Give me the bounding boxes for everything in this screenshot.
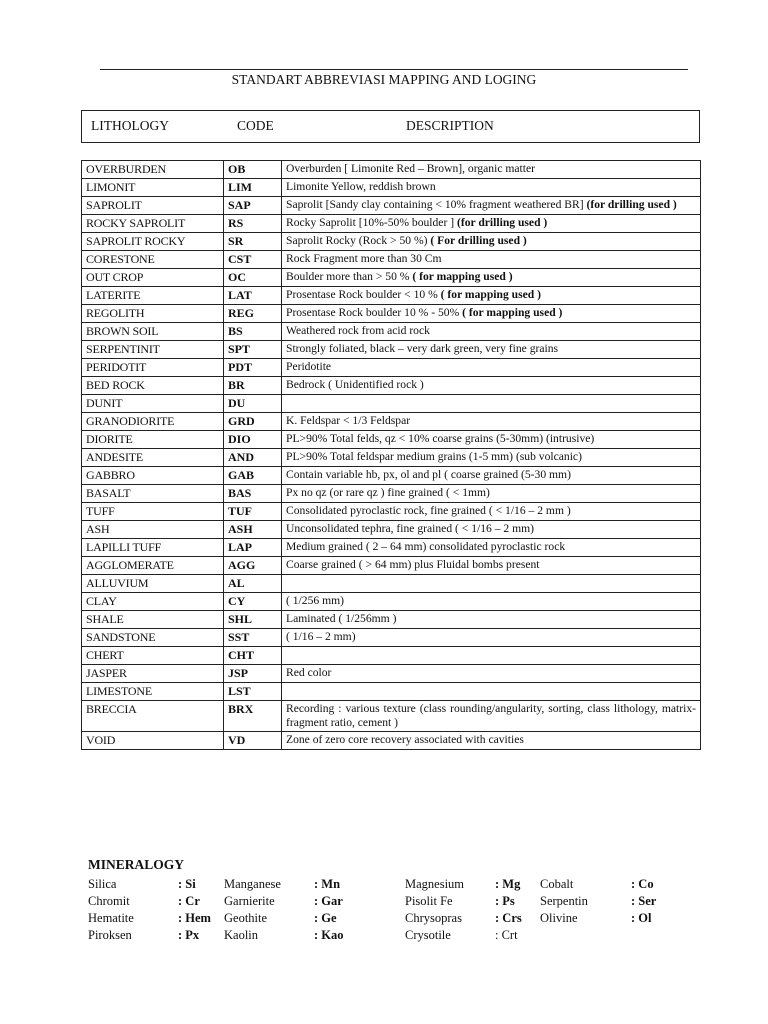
mineral-symbol — [495, 894, 515, 909]
mineral-name: Piroksen — [88, 928, 132, 942]
mineral-symbol — [314, 877, 340, 892]
table-row — [82, 359, 701, 377]
mineral-symbol-text: : Crt — [495, 928, 518, 942]
mineral-symbol-text: : Hem — [178, 911, 211, 925]
mineral-name: Pisolit Fe — [405, 894, 453, 908]
description-text: PL>90% Total feldspar medium grains (1-5 mm) (sub volcanic) — [286, 450, 582, 463]
lithology-code: BAS — [224, 485, 282, 503]
mineral-name: Chromit — [88, 894, 130, 908]
header-description: DESCRIPTION — [406, 118, 494, 133]
lithology-code: ASH — [224, 521, 282, 539]
description-text: Saprolit Rocky (Rock > 50 %) — [286, 234, 428, 247]
lithology-name: ASH — [82, 521, 224, 539]
lithology-name: PERIDOTIT — [82, 359, 224, 377]
lithology-code: DIO — [224, 431, 282, 449]
lithology-name: ROCKY SAPROLIT — [82, 215, 224, 233]
lithology-description — [282, 611, 701, 629]
table-row — [82, 161, 701, 179]
lithology-code: JSP — [224, 665, 282, 683]
lithology-name: ANDESITE — [82, 449, 224, 467]
lithology-code: CHT — [224, 647, 282, 665]
usage-note: ( For drilling used ) — [430, 234, 527, 247]
mineral-name: Hematite — [88, 911, 134, 925]
lithology-code: GRD — [224, 413, 282, 431]
description-text: Overburden [ Limonite Red – Brown], organic matter — [286, 162, 535, 175]
lithology-description — [282, 377, 701, 395]
lithology-description — [282, 395, 701, 413]
lithology-description — [282, 683, 701, 701]
lithology-code: PDT — [224, 359, 282, 377]
lithology-name: OUT CROP — [82, 269, 224, 287]
mineral-symbol — [631, 877, 654, 892]
description-text: Recording : various texture (class rounding/angularity, sorting, class lithology, matrix-fragment ratio, cement ) — [286, 702, 696, 729]
lithology-code: DU — [224, 395, 282, 413]
table-row — [82, 269, 701, 287]
lithology-code: TUF — [224, 503, 282, 521]
lithology-name: SAPROLIT — [82, 197, 224, 215]
table-row — [82, 251, 701, 269]
lithology-name: AGGLOMERATE — [82, 557, 224, 575]
lithology-description — [282, 575, 701, 593]
usage-note: ( for mapping used ) — [412, 270, 513, 283]
description-text: Weathered rock from acid rock — [286, 324, 430, 337]
table-row — [82, 197, 701, 215]
mineral-symbol — [314, 928, 344, 943]
header-lithology: LITHOLOGY — [91, 118, 169, 133]
table-row — [82, 701, 701, 732]
mineral-symbol — [178, 928, 199, 943]
lithology-name: SERPENTINIT — [82, 341, 224, 359]
lithology-name: LATERITE — [82, 287, 224, 305]
description-text: Boulder more than > 50 % — [286, 270, 410, 283]
lithology-description — [282, 305, 701, 323]
lithology-code: SHL — [224, 611, 282, 629]
lithology-code: BR — [224, 377, 282, 395]
mineral-name: Chrysopras — [405, 911, 462, 925]
lithology-name: OVERBURDEN — [82, 161, 224, 179]
lithology-description — [282, 323, 701, 341]
mineral-name: Garnierite — [224, 894, 275, 908]
lithology-description — [282, 701, 701, 732]
description-text: Peridotite — [286, 360, 332, 373]
mineral-symbol-text: : Kao — [314, 928, 344, 942]
table-row — [82, 341, 701, 359]
table-row — [82, 305, 701, 323]
mineral-symbol — [495, 911, 522, 926]
mineral-symbol-text: : Mn — [314, 877, 341, 891]
lithology-name: LIMESTONE — [82, 683, 224, 701]
lithology-description — [282, 449, 701, 467]
usage-note: ( for mapping used ) — [462, 306, 563, 319]
table-row — [82, 683, 701, 701]
table-row — [82, 413, 701, 431]
lithology-name: CHERT — [82, 647, 224, 665]
lithology-table — [81, 160, 701, 750]
lithology-name: CLAY — [82, 593, 224, 611]
lithology-code: OC — [224, 269, 282, 287]
lithology-description — [282, 629, 701, 647]
lithology-description — [282, 287, 701, 305]
description-text: Consolidated pyroclastic rock, fine grained ( < 1/16 – 2 mm ) — [286, 504, 571, 517]
mineral-name: Manganese — [224, 877, 281, 891]
mineral-symbol-text: : Ps — [495, 894, 515, 908]
table-row — [82, 449, 701, 467]
description-text: Rock Fragment more than 30 Cm — [286, 252, 442, 265]
top-rule — [100, 69, 688, 70]
lithology-code: GAB — [224, 467, 282, 485]
table-row — [82, 467, 701, 485]
lithology-description — [282, 413, 701, 431]
mineral-name: Magnesium — [405, 877, 465, 891]
lithology-code: CST — [224, 251, 282, 269]
header-code: CODE — [237, 118, 274, 133]
lithology-description — [282, 732, 701, 750]
lithology-description — [282, 467, 701, 485]
mineral-symbol-text: : Ge — [314, 911, 337, 925]
page-title: STANDART ABBREVIASI MAPPING AND LOGING — [231, 72, 537, 87]
table-row — [82, 233, 701, 251]
description-text: PL>90% Total felds, qz < 10% coarse grains (5-30mm) (intrusive) — [286, 432, 595, 445]
lithology-name: SANDSTONE — [82, 629, 224, 647]
table-row — [82, 395, 701, 413]
lithology-code: LAT — [224, 287, 282, 305]
mineral-symbol-text: : Ser — [631, 894, 657, 908]
lithology-name: BASALT — [82, 485, 224, 503]
lithology-code: LAP — [224, 539, 282, 557]
mineral-symbol — [631, 911, 651, 926]
lithology-code: VD — [224, 732, 282, 750]
mineral-symbol — [495, 928, 518, 943]
description-text: Medium grained ( 2 – 64 mm) consolidated pyroclastic rock — [286, 540, 566, 553]
usage-note: (for drilling used ) — [456, 216, 548, 229]
lithology-description — [282, 665, 701, 683]
lithology-name: DUNIT — [82, 395, 224, 413]
table-header-box — [81, 110, 700, 143]
lithology-description — [282, 431, 701, 449]
lithology-description — [282, 251, 701, 269]
lithology-code: AGG — [224, 557, 282, 575]
table-row — [82, 665, 701, 683]
lithology-code: REG — [224, 305, 282, 323]
lithology-description — [282, 539, 701, 557]
lithology-name: REGOLITH — [82, 305, 224, 323]
description-text: Limonite Yellow, reddish brown — [286, 180, 436, 193]
lithology-code: SAP — [224, 197, 282, 215]
table-row — [82, 377, 701, 395]
lithology-description — [282, 161, 701, 179]
table-row — [82, 323, 701, 341]
lithology-name: BRECCIA — [82, 701, 224, 732]
usage-note: ( for mapping used ) — [440, 288, 541, 301]
description-text: Prosentase Rock boulder 10 % - 50% — [286, 306, 460, 319]
lithology-name: TUFF — [82, 503, 224, 521]
table-row — [82, 732, 701, 750]
lithology-name: CORESTONE — [82, 251, 224, 269]
lithology-code: LIM — [224, 179, 282, 197]
mineral-name: Kaolin — [224, 928, 259, 942]
mineral-symbol — [178, 894, 200, 909]
mineral-symbol-text: : Co — [631, 877, 654, 891]
table-row — [82, 647, 701, 665]
description-text: Bedrock ( Unidentified rock ) — [286, 378, 424, 391]
table-row — [82, 611, 701, 629]
mineral-symbol-text: : Crs — [495, 911, 522, 925]
lithology-name: LAPILLI TUFF — [82, 539, 224, 557]
mineralogy-title: MINERALOGY — [88, 857, 185, 872]
table-row — [82, 539, 701, 557]
lithology-description — [282, 341, 701, 359]
description-text: Saprolit [Sandy clay containing < 10% fragment weathered BR] — [286, 198, 584, 211]
mineral-name: Cobalt — [540, 877, 574, 891]
mineral-name: Silica — [88, 877, 117, 891]
table-row — [82, 485, 701, 503]
table-row — [82, 215, 701, 233]
lithology-name: BROWN SOIL — [82, 323, 224, 341]
mineral-name: Olivine — [540, 911, 578, 925]
lithology-code: SPT — [224, 341, 282, 359]
mineral-symbol-text: : Gar — [314, 894, 343, 908]
description-text: Coarse grained ( > 64 mm) plus Fluidal bombs present — [286, 558, 540, 571]
lithology-description — [282, 233, 701, 251]
lithology-code: AND — [224, 449, 282, 467]
table-row — [82, 287, 701, 305]
lithology-name: DIORITE — [82, 431, 224, 449]
lithology-description — [282, 593, 701, 611]
mineral-symbol — [631, 894, 656, 909]
mineral-symbol-text: : Mg — [495, 877, 521, 891]
description-text: Contain variable hb, px, ol and pl ( coarse grained (5-30 mm) — [286, 468, 571, 481]
table-row — [82, 593, 701, 611]
mineral-symbol — [178, 911, 211, 926]
lithology-description — [282, 503, 701, 521]
lithology-name: GRANODIORITE — [82, 413, 224, 431]
lithology-name: ALLUVIUM — [82, 575, 224, 593]
lithology-description — [282, 485, 701, 503]
lithology-description — [282, 647, 701, 665]
lithology-code: BS — [224, 323, 282, 341]
mineral-symbol-text: : Ol — [631, 911, 652, 925]
description-text: Px no qz (or rare qz ) fine grained ( < 1mm) — [286, 486, 490, 499]
lithology-name: SHALE — [82, 611, 224, 629]
table-row — [82, 431, 701, 449]
lithology-description — [282, 215, 701, 233]
lithology-code: CY — [224, 593, 282, 611]
table-row — [82, 521, 701, 539]
mineral-symbol — [495, 877, 520, 892]
description-text: Rocky Saprolit [10%-50% boulder ] — [286, 216, 455, 229]
description-text: Strongly foliated, black – very dark green, very fine grains — [286, 342, 559, 355]
usage-note: (for drilling used ) — [586, 198, 677, 211]
lithology-description — [282, 557, 701, 575]
mineral-symbol-text: : Si — [178, 877, 196, 891]
lithology-name: SAPROLIT ROCKY — [82, 233, 224, 251]
lithology-description — [282, 179, 701, 197]
lithology-name: JASPER — [82, 665, 224, 683]
table-row — [82, 575, 701, 593]
mineral-symbol — [178, 877, 196, 892]
lithology-description — [282, 521, 701, 539]
lithology-name: VOID — [82, 732, 224, 750]
table-row — [82, 629, 701, 647]
lithology-description — [282, 269, 701, 287]
lithology-code: SST — [224, 629, 282, 647]
lithology-code: BRX — [224, 701, 282, 732]
lithology-description — [282, 197, 701, 215]
mineral-name: Serpentin — [540, 894, 588, 908]
lithology-description — [282, 359, 701, 377]
mineral-symbol-text: : Cr — [178, 894, 200, 908]
lithology-name: GABBRO — [82, 467, 224, 485]
description-text: Unconsolidated tephra, fine grained ( < 1/16 – 2 mm) — [286, 522, 535, 535]
lithology-code: AL — [224, 575, 282, 593]
mineral-symbol — [314, 911, 337, 926]
description-text: Zone of zero core recovery associated with cavities — [286, 733, 524, 746]
description-text: ( 1/256 mm) — [286, 594, 344, 607]
table-row — [82, 179, 701, 197]
table-row — [82, 557, 701, 575]
lithology-code: OB — [224, 161, 282, 179]
lithology-name: LIMONIT — [82, 179, 224, 197]
description-text: Red color — [286, 666, 332, 679]
description-text: K. Feldspar < 1/3 Feldspar — [286, 414, 411, 427]
description-text: Laminated ( 1/256mm ) — [286, 612, 397, 625]
lithology-name: BED ROCK — [82, 377, 224, 395]
mineral-name: Geothite — [224, 911, 268, 925]
description-text: Prosentase Rock boulder < 10 % — [286, 288, 438, 301]
lithology-code: SR — [224, 233, 282, 251]
lithology-code: LST — [224, 683, 282, 701]
description-text: ( 1/16 – 2 mm) — [286, 630, 356, 643]
lithology-code: RS — [224, 215, 282, 233]
mineral-name: Crysotile — [405, 928, 451, 942]
table-row — [82, 503, 701, 521]
mineral-symbol — [314, 894, 343, 909]
mineral-symbol-text: : Px — [178, 928, 200, 942]
